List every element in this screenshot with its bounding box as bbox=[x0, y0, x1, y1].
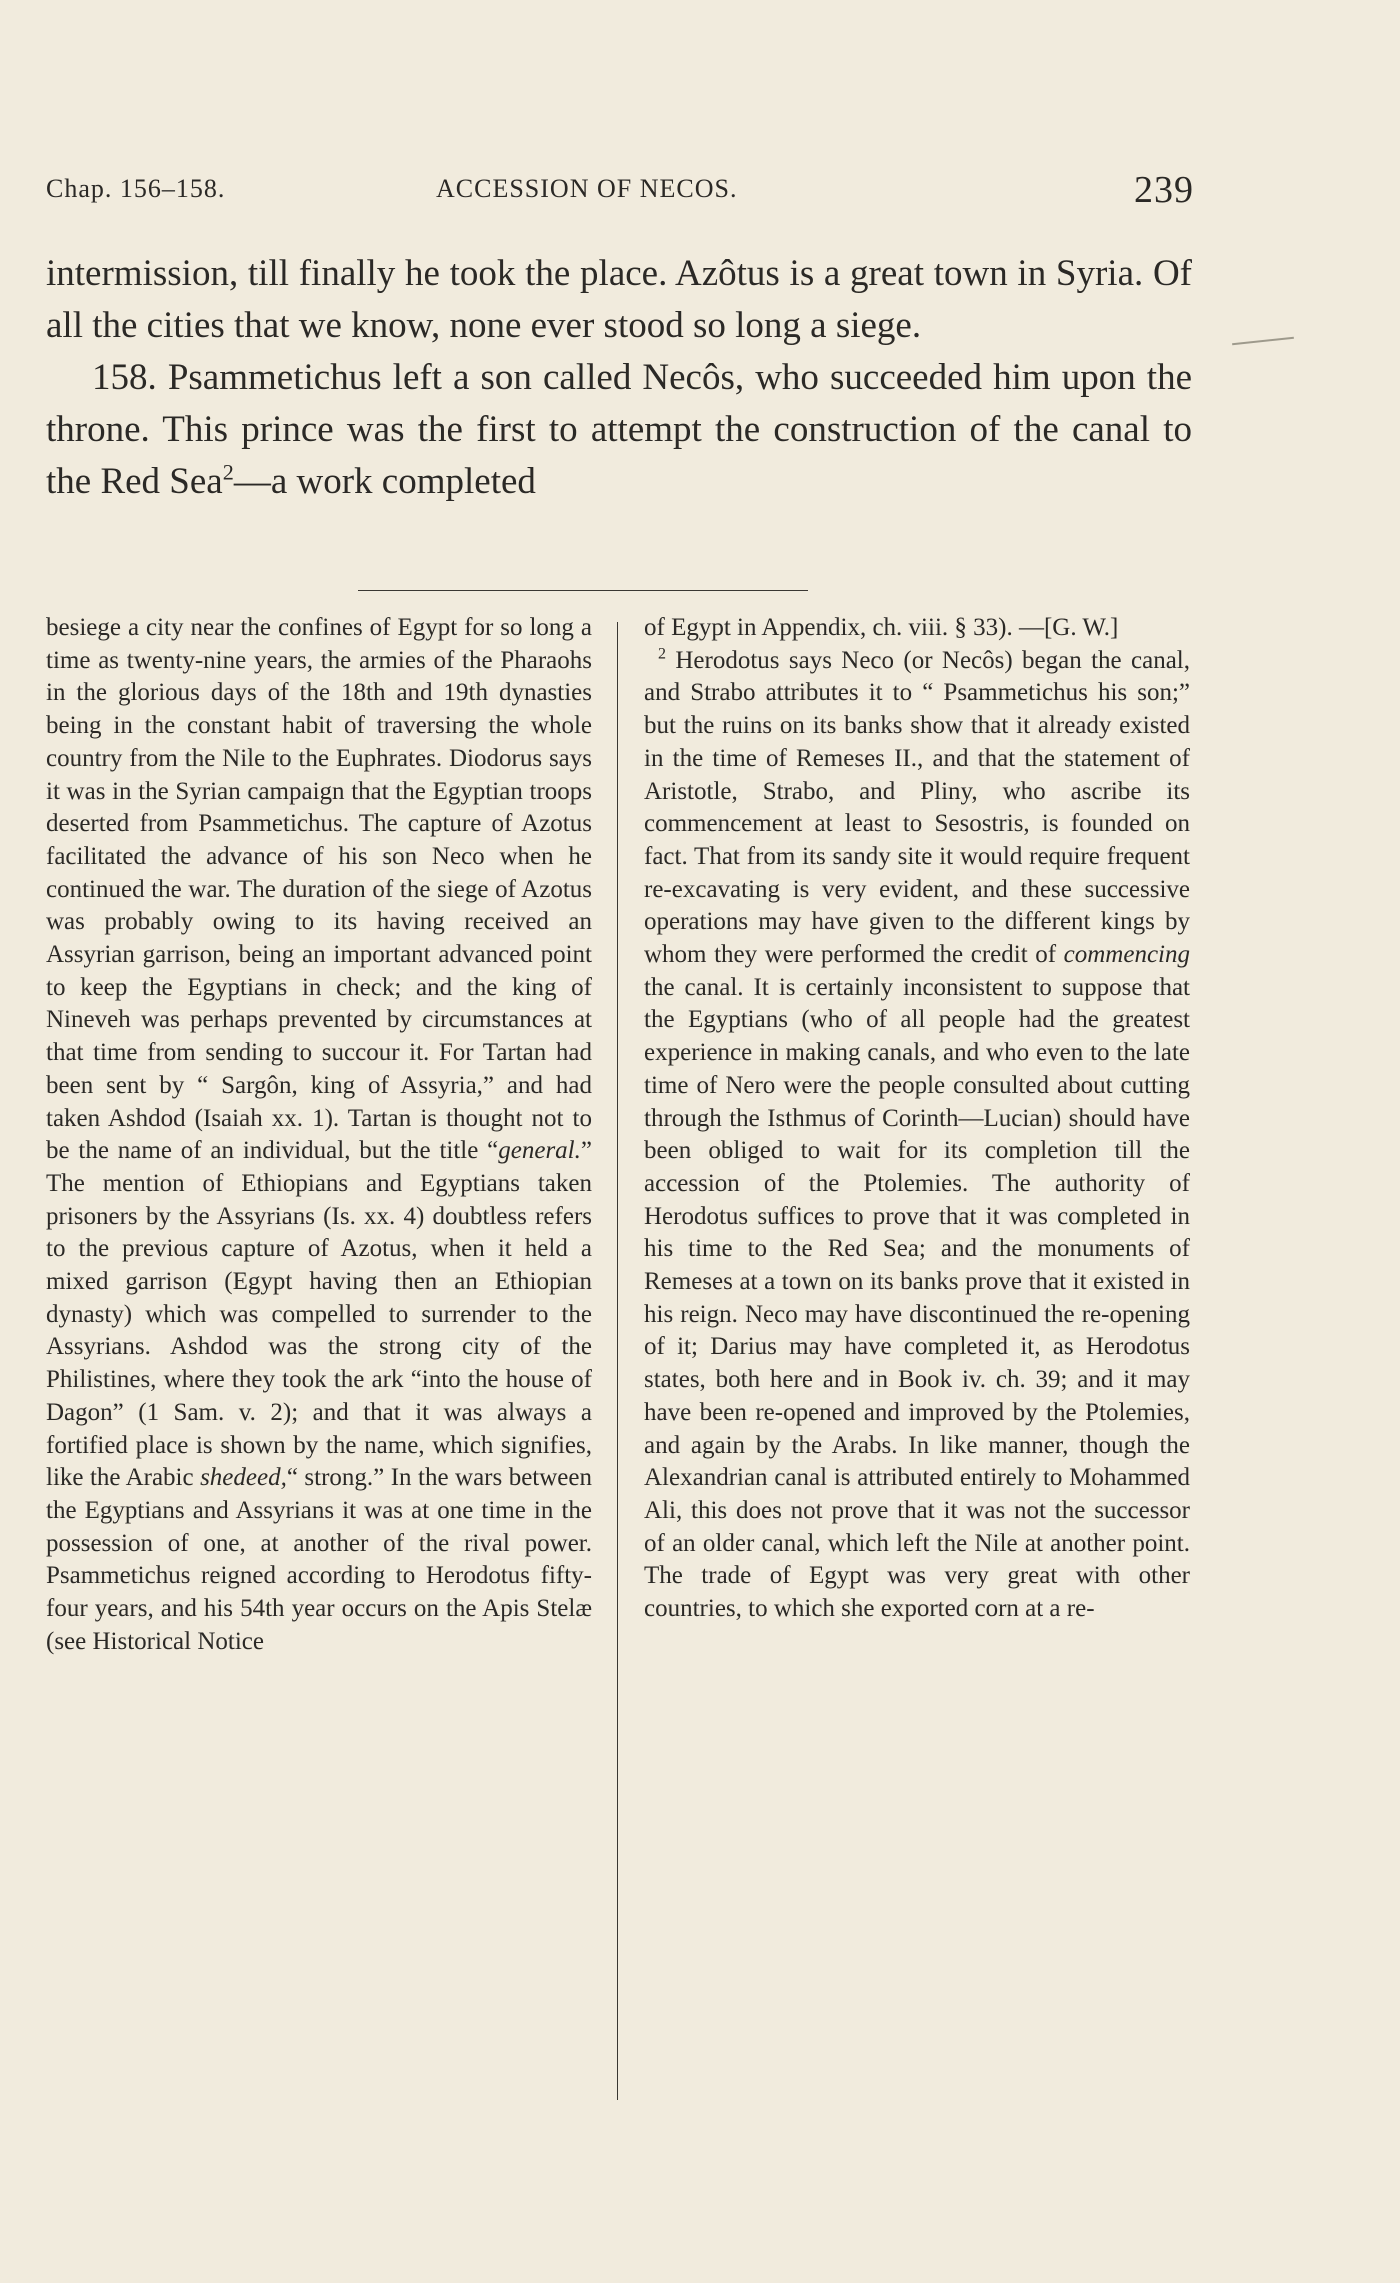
footnote-2 bbox=[644, 645, 1190, 1626]
page-number: 239 bbox=[1134, 169, 1194, 211]
margin-mark bbox=[1232, 337, 1294, 345]
footnote-2-italic: commencing bbox=[1063, 941, 1190, 969]
main-text bbox=[46, 248, 1192, 508]
paragraph-1: intermission, till finally he took the place. Azôtus is a great town in Syria. Of all the cities that we know, none ever stood so long a siege. bbox=[46, 253, 1192, 346]
footnote-ref-2: 2 bbox=[222, 459, 234, 485]
footnote-continued bbox=[46, 612, 592, 1659]
footnote-continued-end: of Egypt in Appendix, ch. viii. § 33). —[G. W.] bbox=[644, 614, 1119, 641]
running-head bbox=[46, 168, 1194, 211]
paragraph-158 bbox=[46, 352, 1192, 508]
footnote-left-italic-1: general. bbox=[498, 1137, 581, 1165]
footnote-column-left bbox=[46, 612, 592, 1659]
chapter-reference: Chap. 156–158. bbox=[46, 174, 226, 203]
footnote-left-text-2: ” The mention of Ethiopians and Egyptians taken prisoners by the Assyrians (Is. xx. 4) doubtless refers to the previous capture of Azotus, when it held a mixed garrison (Egypt having then an Ethiopian dynasty) which was compelled to surrender to the Assyrians. Ashdod was the strong city of the Philistines, where they took the ark “into the house of Dagon” (1 Sam. v. 2); and that it was always a fortified place is shown by the name, which signifies, like the Arabic bbox=[46, 1137, 592, 1492]
footnote-2-text-1: Herodotus says Neco (or Necôs) began the canal, and Strabo attributes it to “ Psammetichus his son;” but the ruins on its banks show that it already existed in the time of Remeses II., and that the statement of Aristotle, Strabo, and Pliny, who ascribe its commencement at least to Sesostris, is founded on fact. That from its sandy site it would require frequent re-excavating is very evident, and these successive operations may have given to the different kings by whom they were performed the credit of bbox=[644, 646, 1190, 969]
footnotes bbox=[46, 612, 1194, 2112]
footnote-separator bbox=[358, 590, 808, 591]
footnote-2-number: 2 bbox=[658, 645, 666, 663]
paragraph-158-text: 158. Psammetichus left a son called Necôs, who succeeded him upon the throne. This prince was the first to attempt the construction of the canal to the Red Sea bbox=[46, 357, 1192, 502]
column-divider bbox=[617, 622, 618, 2100]
paragraph-158-text-end: —a work completed bbox=[233, 461, 536, 502]
footnote-left-italic-2: shedeed, bbox=[200, 1464, 287, 1492]
running-title: ACCESSION OF NECOS. bbox=[436, 174, 738, 203]
footnote-left-text-3: “ strong.” In the wars between the Egyptians and Assyrians it was at one time in the possession of one, at another of the rival power. Psammetichus reigned according to Herodotus fifty-four years, and his 54th year occurs on the Apis Stelæ (see Historical Notice bbox=[46, 1464, 592, 1655]
footnote-2-text-2: the canal. It is certainly inconsistent to suppose that the Egyptians (who of all people had the greatest experience in making canals, and who even to the late time of Nero were the people consulted about cutting through the Isthmus of Corinth—Lucian) should have been obliged to wait for its completion till the accession of the Ptolemies. The authority of Herodotus suffices to prove that it was completed in his time to the Red Sea; and the monuments of Remeses at a town on its banks prove that it existed in his reign. Neco may have discontinued the re-opening of it; Darius may have completed it, as Herodotus states, both here and in Book iv. ch. 39; and it may have been re-opened and improved by the Ptolemies, and again by the Arabs. In like manner, though the Alexandrian canal is attributed entirely to Mohammed Ali, this does not prove that it was not the successor of an older canal, which left the Nile at another point. The trade of Egypt was very great with other countries, to which she exported corn at a re- bbox=[644, 973, 1190, 1623]
footnote-left-text-1: besiege a city near the confines of Egypt for so long a time as twenty-nine years, the armies of the Pharaohs in the glorious days of the 18th and 19th dynasties being in the constant habit of traversing the whole country from the Nile to the Euphrates. Diodorus says it was in the Syrian campaign that the Egyptian troops deserted from Psammetichus. The capture of Azotus facilitated the advance of his son Neco when he continued the war. The duration of the siege of Azotus was probably owing to its having received an Assyrian garrison, being an important advanced point to keep the Egyptians in check; and the king of Nineveh was perhaps prevented by circumstances at that time from sending to succour it. For Tartan had been sent by “ Sargôn, king of Assyria,” and had taken Ashdod (Isaiah xx. 1). Tartan is thought not to be the name of an individual, but the title “ bbox=[46, 614, 592, 1165]
footnote-column-right bbox=[644, 612, 1190, 1626]
